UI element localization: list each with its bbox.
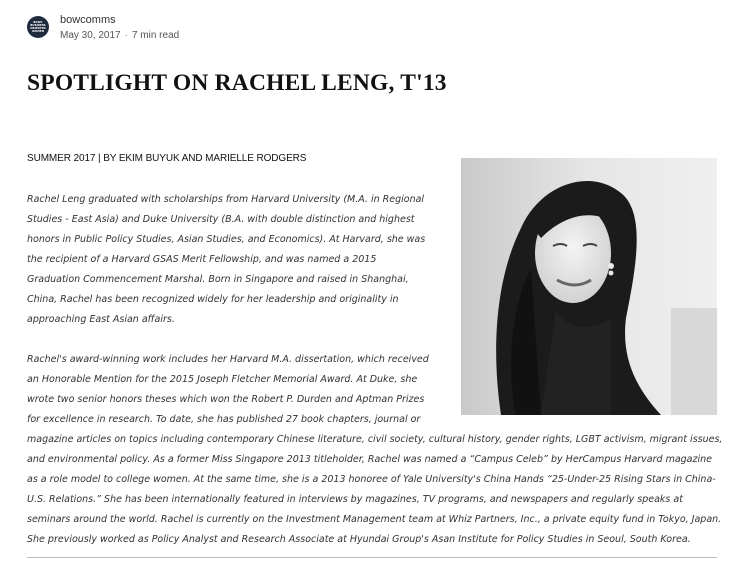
text-line: Studies - East Asia) and Duke University (B.A. with double distinction and highest — [27, 214, 415, 225]
text-line: the recipient of a Harvard GSAS Merit Fellowship, and was named a 2015 — [27, 254, 377, 265]
text-line: China, Rachel has been recognized widely for her leadership and originality in — [27, 294, 399, 305]
read-time: 7 min read — [131, 30, 180, 41]
text-line: for excellence in research. To date, she has published 27 book chapters, journal or — [27, 414, 421, 425]
text-line: Graduation Commencement Marshal. Born in Singapore and raised in Shanghai, — [27, 274, 409, 285]
post-date: May 30, 2017 — [60, 30, 121, 41]
article-body — [27, 190, 723, 550]
bio-paragraph-2 — [27, 350, 723, 550]
avatar-logo-line: BUSINESS — [30, 24, 46, 27]
text-line: Rachel's award-winning work includes her Harvard M.A. dissertation, which received — [27, 354, 429, 365]
avatar[interactable] — [27, 16, 49, 38]
divider — [27, 557, 717, 558]
author-name-link[interactable]: bowcomms — [60, 14, 116, 26]
paragraph-gap — [27, 330, 717, 350]
text-line: and environmental policy. As a former Miss Singapore 2013 titleholder, Rachel was named a “Campus Celeb” by HerCampus Harvard magazine — [27, 454, 712, 465]
text-line: approaching East Asian affairs. — [27, 314, 175, 325]
text-line: an Honorable Mention for the 2015 Joseph Fletcher Memorial Award. At Duke, she — [27, 374, 418, 385]
bio-paragraph-1 — [27, 190, 717, 330]
text-line: She previously worked as Policy Analyst and Research Associate at Hyundai Group's Asan Institute for Policy Studies in Seoul, South Korea. — [27, 534, 691, 545]
text-line: seminars around the world. Rachel is currently on the Investment Management team at Whiz Partners, Inc., a private equity fund in Tokyo, Japan. — [27, 514, 722, 525]
avatar-logo-line: WOMEN — [31, 30, 45, 33]
text-line: magazine articles on topics including contemporary Chinese literature, civil society, cultural history, gender rights, LGBT activism, migrant issues, — [27, 434, 723, 445]
text-line: wrote two senior honors theses which won the Robert P. Durden and Aptman Prizes — [27, 394, 425, 405]
avatar-logo-line: BOWC — [33, 21, 43, 24]
text-line: as a role model to college women. At the same time, she is a 2013 honoree of Yale University's China Hands “25-Under-25 Rising Stars in China- — [27, 474, 716, 485]
text-line: U.S. Relations.” She has been internationally featured in interviews by magazines, TV programs, and newspapers and regularly speaks at — [27, 494, 683, 505]
avatar-logo-line: ORIENTED — [30, 27, 46, 30]
article-title: SPOTLIGHT ON RACHEL LENG, T'13 — [27, 70, 447, 96]
separator-dot: · — [124, 30, 128, 41]
text-line: Rachel Leng graduated with scholarships from Harvard University (M.A. in Regional — [27, 194, 425, 205]
text-line: honors in Public Policy Studies, Asian Studies, and Economics). At Harvard, she was — [27, 234, 426, 245]
article-byline: SUMMER 2017 | BY EKIM BUYUK AND MARIELLE RODGERS — [27, 153, 307, 164]
post-meta — [60, 30, 179, 41]
